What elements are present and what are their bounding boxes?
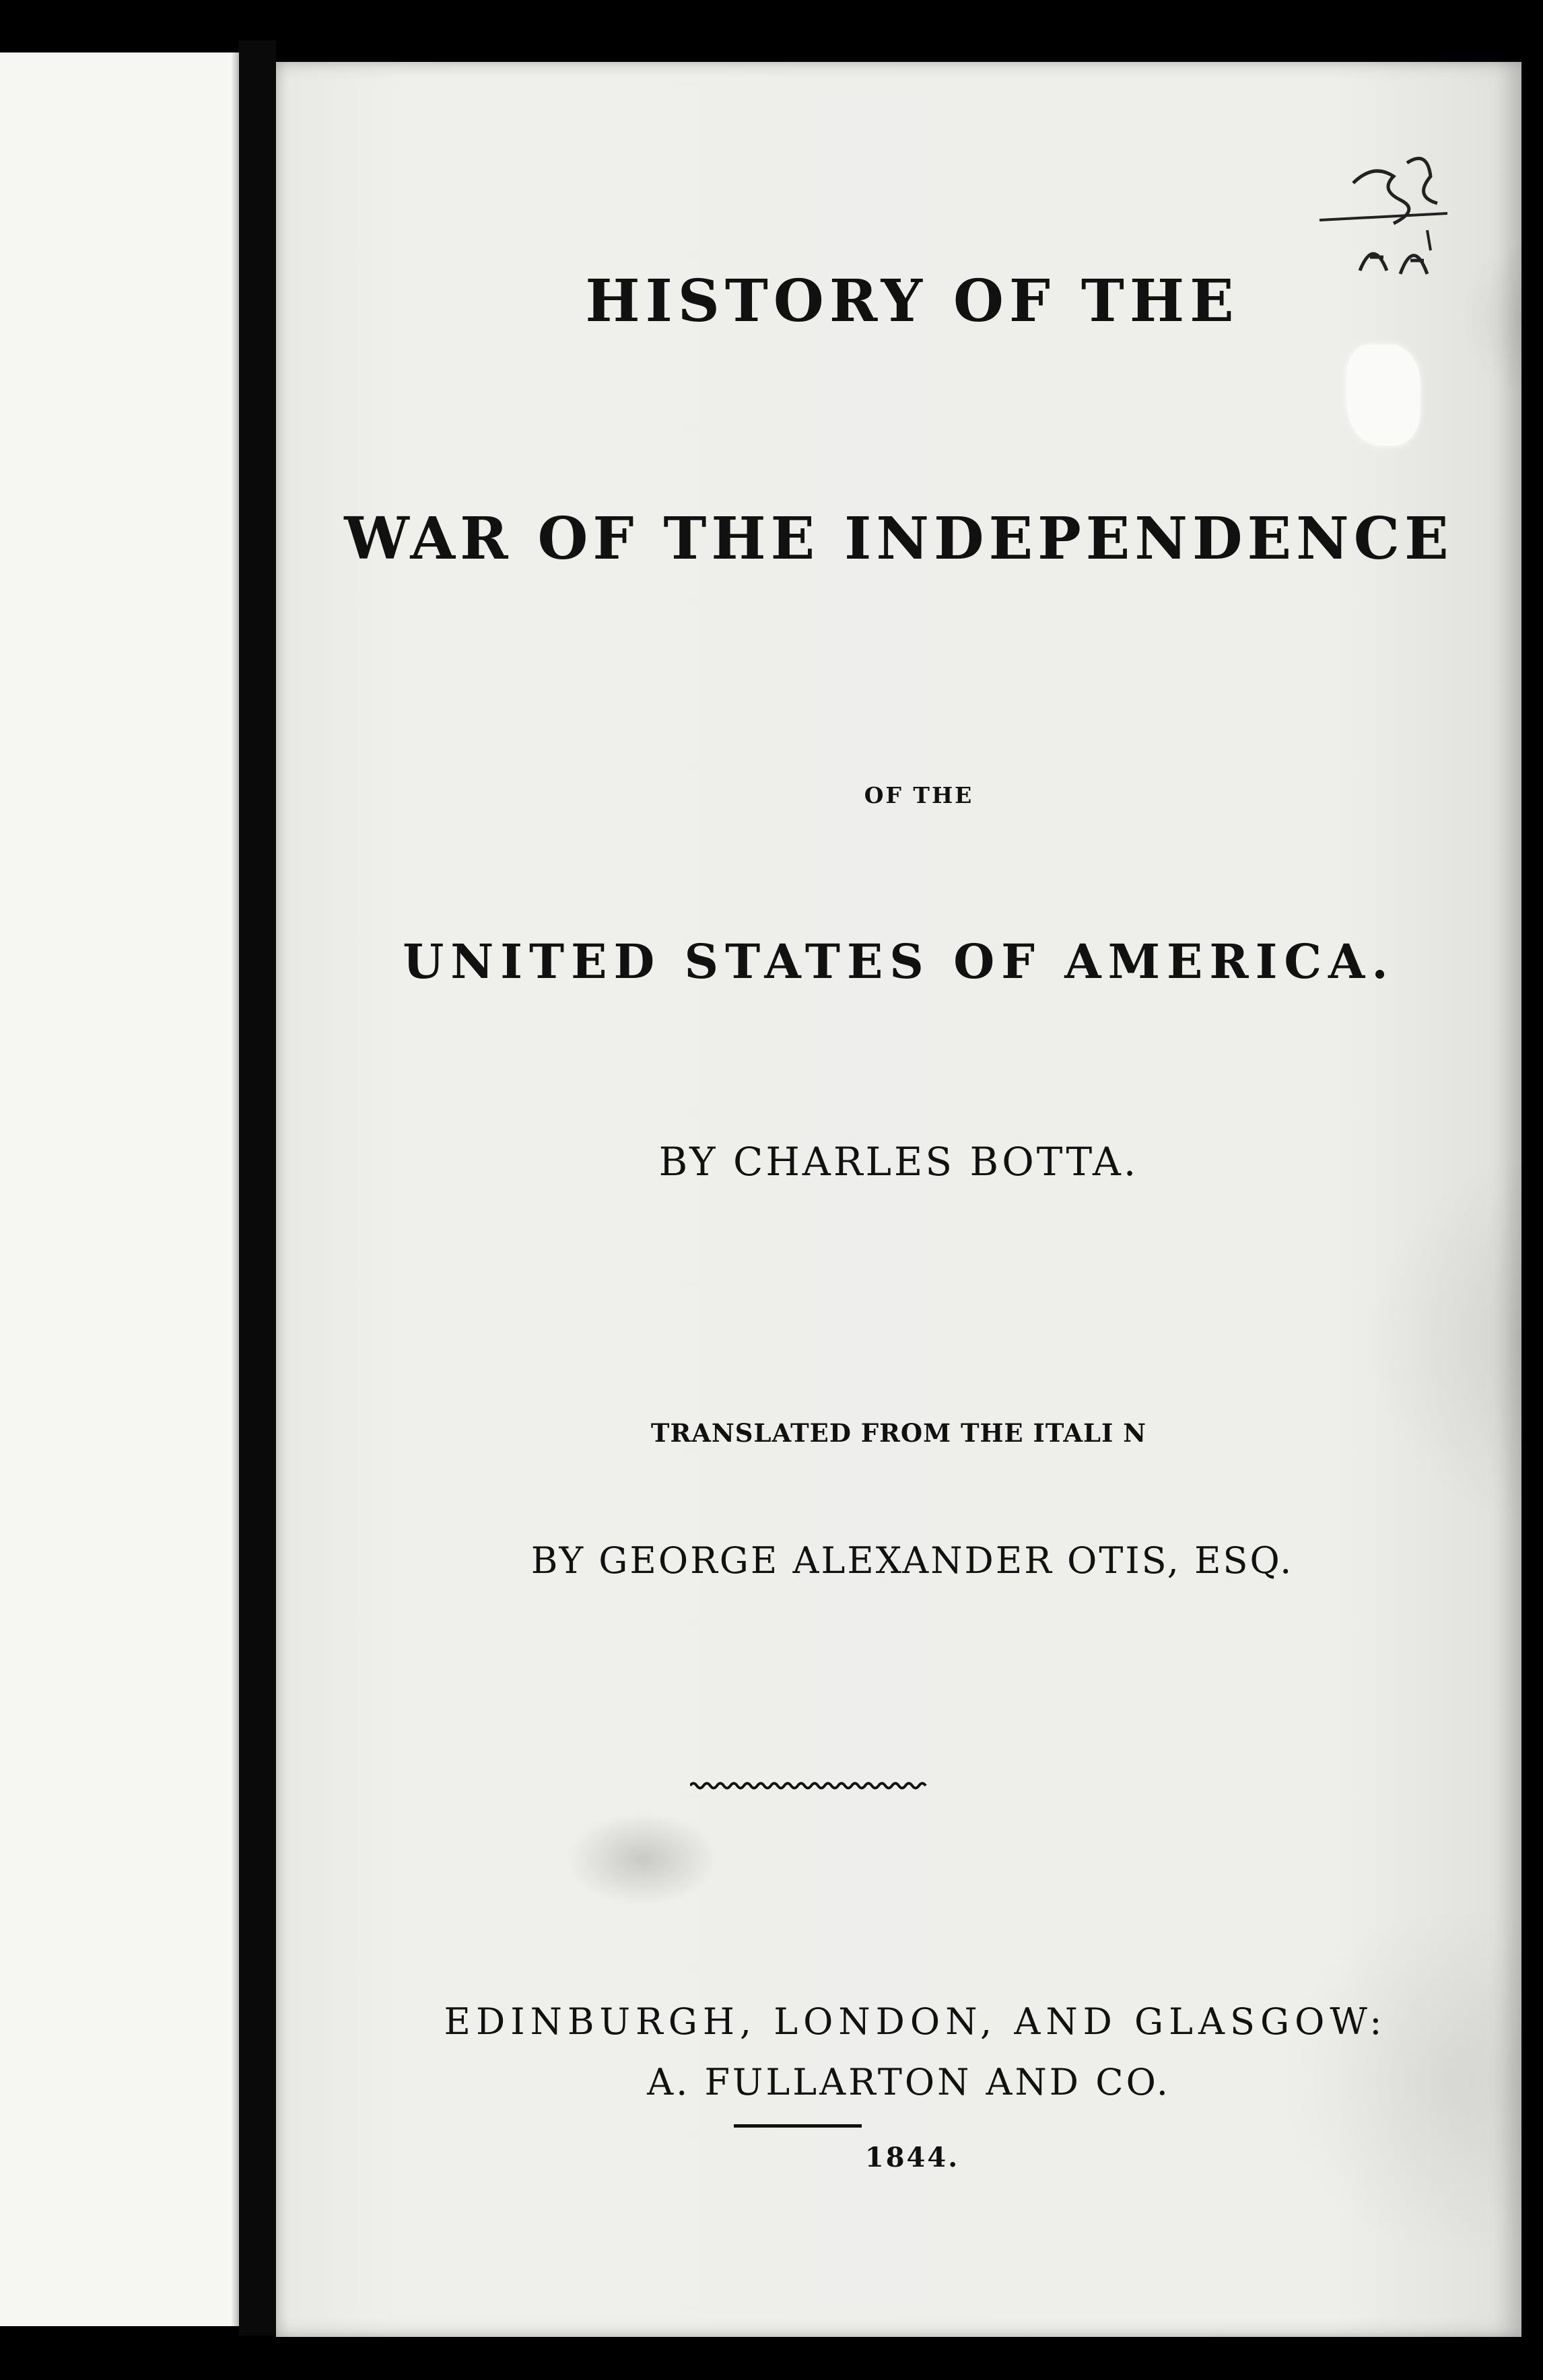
paper-flaw	[1346, 345, 1420, 446]
title-line-3: OF THE	[864, 782, 974, 808]
imprint-year: 1844.	[864, 2142, 960, 2173]
author-line: BY CHARLES BOTTA.	[658, 1139, 1139, 1185]
ink-smudge	[565, 1812, 720, 1906]
title-line-1: HISTORY OF THE	[585, 267, 1239, 335]
translator-line: BY GEORGE ALEXANDER OTIS, ESQ.	[530, 1539, 1294, 1582]
book-gutter	[239, 40, 276, 2336]
translated-note: TRANSLATED FROM THE ITALI N	[650, 1418, 1147, 1448]
title-page	[276, 62, 1521, 2337]
facing-blank-page	[0, 53, 239, 2326]
decorative-wavy-rule	[690, 1778, 929, 1793]
title-line-2: WAR OF THE INDEPENDENCE	[344, 505, 1453, 573]
imprint-publisher: A. FULLARTON AND CO.	[647, 2061, 1171, 2103]
year-rule	[734, 2124, 862, 2128]
title-line-4: UNITED STATES OF AMERICA.	[403, 934, 1395, 989]
imprint-cities: EDINBURGH, LONDON, AND GLASGOW:	[444, 2000, 1387, 2043]
